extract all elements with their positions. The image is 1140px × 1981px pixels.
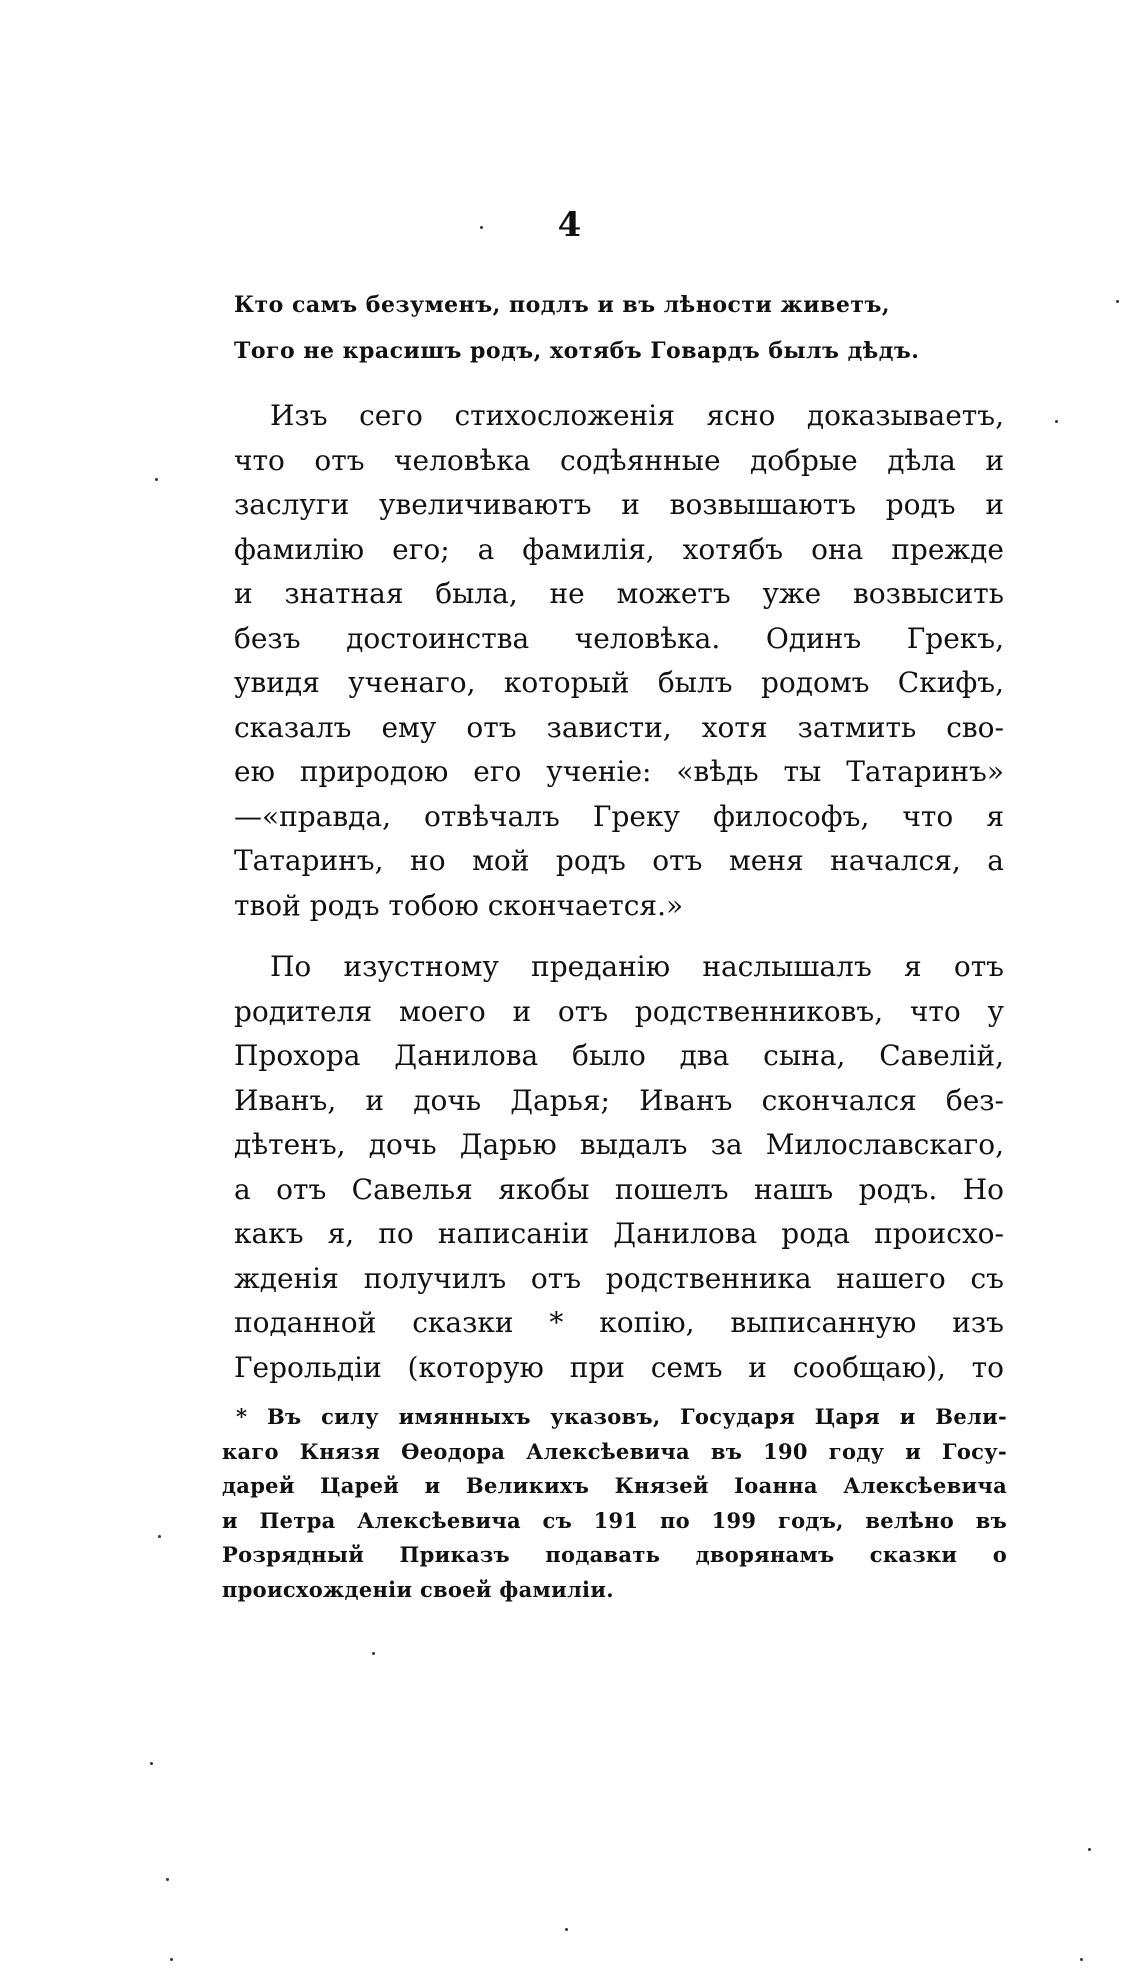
scan-speck: [480, 226, 483, 229]
paragraph-line: безъ достоинства человѣка. Одинъ Грекъ,: [234, 621, 1004, 655]
paragraph-line: жденія получилъ отъ родственника нашего съ: [234, 1261, 1004, 1295]
paragraph-line: увидя ученаго, который былъ родомъ Скифъ,: [234, 666, 1004, 699]
paragraph-line: что отъ человѣка содѣянные добрые дѣла и: [234, 443, 1004, 477]
scan-speck: [158, 1535, 161, 1538]
paragraph-line: и знатная была, не можетъ уже возвысить: [234, 577, 1004, 610]
verse-quote: [234, 282, 1004, 374]
paragraph-line: дѣтенъ, дочь Дарью выдалъ за Милославскаго,: [234, 1128, 1004, 1161]
footnote-line: * Въ силу имянныхъ указовъ, Государя Царя и Вели-: [236, 1404, 1007, 1429]
footnote-line: каго Князя Ѳеодора Алексѣевича въ 190 году и Госу-: [222, 1438, 1007, 1464]
paragraph-line: —«правда, отвѣчалъ Греку философъ, что я: [234, 799, 1004, 833]
footnote-line: дарей Царей и Великихъ Князей Іоанна Алексѣевича: [222, 1473, 1007, 1498]
paragraph-line: Иванъ, и дочь Дарья; Иванъ скончался без-: [234, 1083, 1004, 1117]
paragraph-1: [234, 394, 1004, 928]
paragraph-line: Татаринъ, но мой родъ отъ меня начался, а: [234, 844, 1004, 877]
paragraph-line: Изъ сего стихосложенія ясно доказываетъ,: [270, 399, 1004, 432]
scan-speck: [1088, 1848, 1091, 1851]
paragraph-line: родителя моего и отъ родственниковъ, что у: [234, 994, 1004, 1028]
footnote-line: Розрядный Приказъ подавать дворянамъ сказки о: [222, 1542, 1007, 1567]
paragraph-line: твой родъ тобою скончается.»: [234, 888, 684, 922]
scan-speck: [150, 1762, 153, 1765]
verse-line: Того не красишъ родъ, хотябъ Говардъ былъ дѣдъ.: [234, 338, 920, 364]
paragraph-line: ею природою его ученіе: «вѣдь ты Татаринъ»: [234, 755, 1004, 788]
paragraph-line: а отъ Савелья якобы пошелъ нашъ родъ. Но: [234, 1172, 1004, 1206]
paragraph-line: какъ я, по написаніи Данилова рода происхо-: [234, 1217, 1004, 1250]
scan-speck: [170, 1958, 173, 1961]
scan-speck: [1055, 420, 1058, 423]
paragraph-line: Герольдіи (которую при семъ и сообщаю), то: [234, 1350, 1004, 1384]
footnote-line: и Петра Алексѣевича съ 191 по 199 годъ, велѣно въ: [222, 1507, 1007, 1533]
scan-speck: [1116, 300, 1119, 303]
paragraph-line: По изустному преданію наслышалъ я отъ: [270, 950, 1004, 983]
paragraph-line: Прохора Данилова было два сына, Савелій,: [234, 1039, 1004, 1072]
scan-speck: [565, 1928, 568, 1931]
paragraph-2: [234, 945, 1004, 1390]
scan-speck: [155, 478, 158, 481]
page-number: 4: [557, 205, 583, 245]
scan-speck: [372, 1652, 375, 1655]
verse-line: Кто самъ безуменъ, подлъ и въ лѣности живетъ,: [234, 292, 890, 318]
footnote: [222, 1400, 1007, 1607]
paragraph-line: сказалъ ему отъ зависти, хотя затмить сво-: [234, 710, 1004, 744]
footnote-line: происхожденіи своей фамиліи.: [222, 1576, 614, 1602]
paragraph-line: поданной сказки * копію, выписанную изъ: [234, 1306, 1004, 1339]
paragraph-line: заслуги увеличиваютъ и возвышаютъ родъ и: [234, 488, 1004, 521]
scan-speck: [166, 1878, 169, 1881]
scan-speck: [1080, 1958, 1083, 1961]
paragraph-line: фамилію его; а фамилія, хотябъ она прежде: [234, 532, 1004, 566]
